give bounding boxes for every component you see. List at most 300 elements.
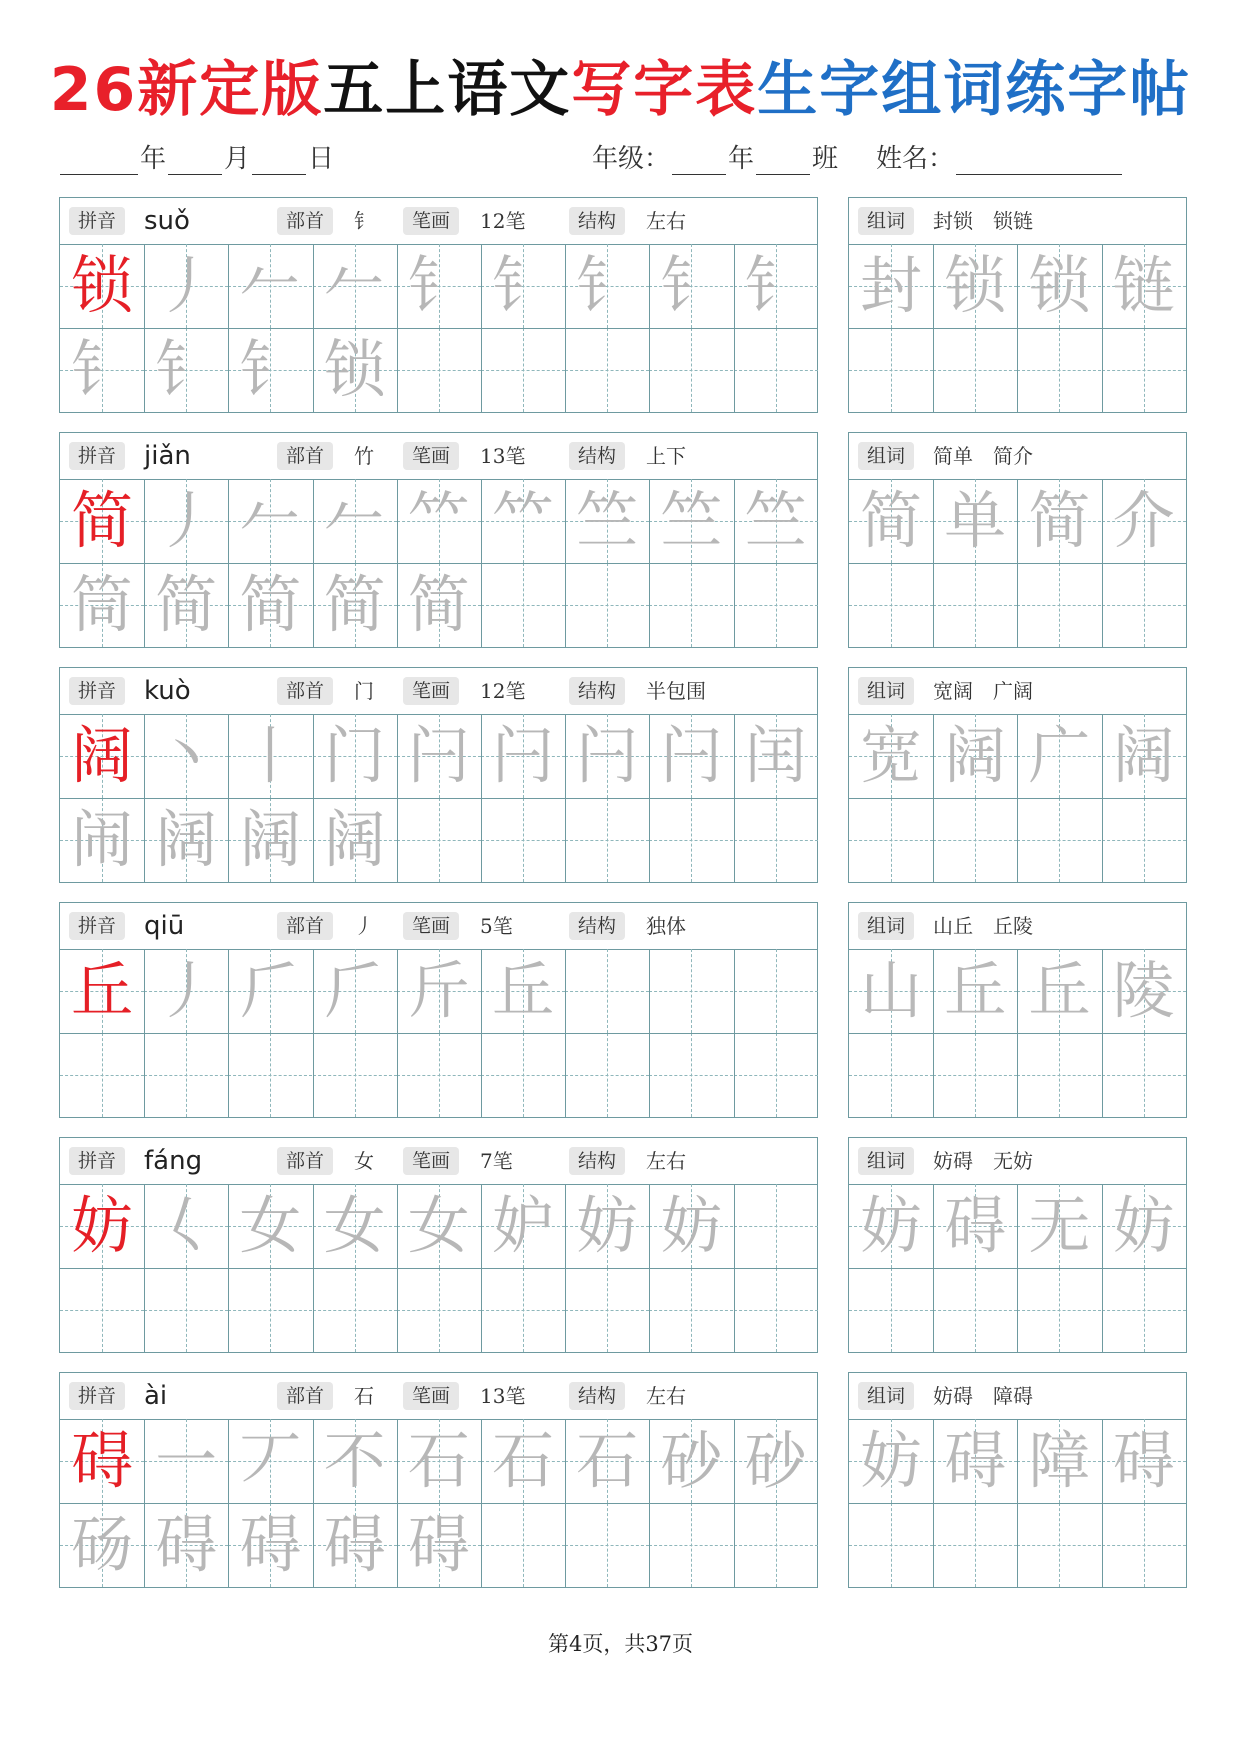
- words-tag: 组词: [858, 207, 914, 235]
- word-cell[interactable]: [1017, 479, 1101, 563]
- stroke-trace-character: 女: [239, 1189, 302, 1262]
- word-cell[interactable]: [849, 1033, 933, 1117]
- word-cell[interactable]: [1017, 1184, 1101, 1268]
- writing-cell[interactable]: [649, 1268, 733, 1352]
- writing-cell[interactable]: [60, 1268, 144, 1352]
- word-cell[interactable]: [1017, 714, 1101, 798]
- word-cell[interactable]: [1017, 798, 1101, 882]
- word-cell[interactable]: [849, 1184, 933, 1268]
- stroke-trace-character: 𥫗: [407, 484, 470, 557]
- words-card-header: [849, 903, 1186, 950]
- writing-cell[interactable]: [397, 1503, 481, 1587]
- writing-cell[interactable]: [60, 1033, 144, 1117]
- name-label: 姓名：: [876, 144, 955, 174]
- words-grid: [849, 479, 1186, 647]
- char-card-header: [60, 668, 817, 715]
- writing-cell[interactable]: [144, 949, 228, 1033]
- writing-cell[interactable]: [228, 1419, 312, 1503]
- writing-cell[interactable]: [565, 1184, 649, 1268]
- writing-cell[interactable]: [313, 1033, 397, 1117]
- writing-cell[interactable]: [313, 798, 397, 882]
- writing-cell[interactable]: [649, 798, 733, 882]
- words-card-header: [849, 1138, 1186, 1185]
- word-cell[interactable]: [1017, 1419, 1101, 1503]
- stroke-trace-character: 丶: [155, 719, 218, 792]
- stroke-trace-character: 丘: [491, 954, 554, 1027]
- writing-cell[interactable]: [60, 563, 144, 647]
- stroke-trace-character: 阔: [155, 803, 218, 876]
- word-cell[interactable]: [1017, 1268, 1101, 1352]
- writing-cell[interactable]: [565, 244, 649, 328]
- grid-row-line: [849, 328, 1186, 329]
- writing-grid: [60, 1184, 817, 1352]
- char-card-header: [60, 1138, 817, 1185]
- writing-cell[interactable]: [144, 1268, 228, 1352]
- writing-grid: [60, 949, 817, 1117]
- strokes-tag: 笔画: [403, 1382, 459, 1410]
- writing-cell[interactable]: [60, 1184, 144, 1268]
- words-tag: 组词: [858, 1382, 914, 1410]
- word-cell[interactable]: [1102, 949, 1186, 1033]
- word-cell[interactable]: [849, 1268, 933, 1352]
- char-card-header: [60, 903, 817, 950]
- word-cell[interactable]: [1102, 1268, 1186, 1352]
- writing-cell[interactable]: [60, 714, 144, 798]
- writing-cell[interactable]: [144, 1033, 228, 1117]
- word-cell[interactable]: [1017, 244, 1101, 328]
- writing-cell[interactable]: [481, 563, 565, 647]
- structure-value: 左右: [646, 209, 686, 233]
- stroke-trace-character: 简: [323, 568, 386, 641]
- pinyin-tag: 拼音: [69, 677, 125, 705]
- stroke-trace-character: 不: [323, 1424, 386, 1497]
- writing-cell[interactable]: [228, 1503, 312, 1587]
- strokes-tag: 笔画: [403, 912, 459, 940]
- year-blank[interactable]: [60, 144, 138, 175]
- stroke-trace-character: 石: [407, 1424, 470, 1497]
- word-character: 山: [859, 954, 922, 1027]
- writing-cell[interactable]: [481, 244, 565, 328]
- stroke-trace-character: 简: [155, 568, 218, 641]
- word-character: 碍: [944, 1424, 1007, 1497]
- stroke-trace-character: 钅: [744, 249, 807, 322]
- writing-cell[interactable]: [228, 563, 312, 647]
- word-cell[interactable]: [933, 1419, 1017, 1503]
- structure-tag: 结构: [569, 1382, 625, 1410]
- word-character: 简: [859, 484, 922, 557]
- writing-cell[interactable]: [734, 479, 818, 563]
- writing-cell[interactable]: [481, 798, 565, 882]
- name-blank[interactable]: [956, 144, 1122, 175]
- stroke-trace-character: 钅: [576, 249, 639, 322]
- structure-tag: 结构: [569, 442, 625, 470]
- stroke-trace-character: 钅: [660, 249, 723, 322]
- words-card: [848, 197, 1187, 413]
- char-card: [59, 667, 818, 883]
- word-cell[interactable]: [849, 563, 933, 647]
- writing-cell[interactable]: [144, 1419, 228, 1503]
- word-cell[interactable]: [933, 714, 1017, 798]
- writing-cell[interactable]: [481, 1419, 565, 1503]
- writing-cell[interactable]: [734, 328, 818, 412]
- words-tag: 组词: [858, 1147, 914, 1175]
- stroke-trace-character: 竺: [660, 484, 723, 557]
- char-card-header: [60, 198, 817, 245]
- writing-cell[interactable]: [565, 1503, 649, 1587]
- writing-cell[interactable]: [228, 949, 312, 1033]
- word-cell[interactable]: [1102, 563, 1186, 647]
- writing-cell[interactable]: [397, 479, 481, 563]
- char-card-header: [60, 433, 817, 480]
- class-blank[interactable]: [756, 144, 810, 175]
- writing-cell[interactable]: [228, 714, 312, 798]
- stroke-trace-character: 竺: [744, 484, 807, 557]
- main-character: 碍: [70, 1424, 133, 1497]
- word-cell[interactable]: [1102, 1419, 1186, 1503]
- words-value: 山丘 丘陵: [933, 914, 1033, 938]
- word-cell[interactable]: [1102, 479, 1186, 563]
- writing-cell[interactable]: [481, 479, 565, 563]
- page-title: [0, 50, 1241, 130]
- word-cell[interactable]: [849, 1419, 933, 1503]
- words-card: [848, 1137, 1187, 1353]
- writing-cell[interactable]: [144, 714, 228, 798]
- word-cell[interactable]: [849, 479, 933, 563]
- writing-cell[interactable]: [734, 714, 818, 798]
- writing-cell[interactable]: [565, 1033, 649, 1117]
- structure-value: 上下: [646, 444, 686, 468]
- stroke-trace-character: 钅: [239, 333, 302, 406]
- stroke-trace-character: 𠂉: [239, 484, 302, 557]
- writing-cell[interactable]: [313, 328, 397, 412]
- words-value: 妨碍 障碍: [933, 1384, 1033, 1408]
- writing-grid: [60, 479, 817, 647]
- word-cell[interactable]: [1102, 1503, 1186, 1587]
- pinyin-tag: 拼音: [69, 1147, 125, 1175]
- writing-cell[interactable]: [60, 1419, 144, 1503]
- writing-cell[interactable]: [649, 563, 733, 647]
- char-card: [59, 1137, 818, 1353]
- structure-value: 左右: [646, 1149, 686, 1173]
- writing-cell[interactable]: [313, 244, 397, 328]
- stroke-trace-character: 简: [407, 568, 470, 641]
- info-line: [60, 138, 1182, 178]
- writing-cell[interactable]: [397, 563, 481, 647]
- writing-cell[interactable]: [397, 244, 481, 328]
- word-cell[interactable]: [1102, 714, 1186, 798]
- writing-cell[interactable]: [228, 479, 312, 563]
- word-cell[interactable]: [933, 949, 1017, 1033]
- day-blank[interactable]: [252, 144, 306, 175]
- stroke-trace-character: 石: [491, 1424, 554, 1497]
- month-blank[interactable]: [168, 144, 222, 175]
- stroke-trace-character: 妒: [491, 1189, 554, 1262]
- writing-cell[interactable]: [397, 1268, 481, 1352]
- writing-cell[interactable]: [565, 1268, 649, 1352]
- word-character: 广: [1028, 719, 1091, 792]
- writing-grid: [60, 244, 817, 412]
- words-value: 妨碍 无妨: [933, 1149, 1033, 1173]
- title-part-3: 写字表: [571, 55, 758, 125]
- writing-cell[interactable]: [60, 949, 144, 1033]
- writing-cell[interactable]: [481, 1033, 565, 1117]
- words-card: [848, 1372, 1187, 1588]
- word-cell[interactable]: [933, 563, 1017, 647]
- writing-cell[interactable]: [481, 328, 565, 412]
- stroke-trace-character: 丆: [239, 1424, 302, 1497]
- title-part-4: 生字组词练字帖: [757, 55, 1192, 125]
- strokes-value: 12笔: [480, 679, 526, 703]
- char-card: [59, 432, 818, 648]
- stroke-trace-character: 𥫗: [491, 484, 554, 557]
- writing-cell[interactable]: [144, 1503, 228, 1587]
- word-cell[interactable]: [1102, 244, 1186, 328]
- writing-grid: [60, 714, 817, 882]
- writing-cell[interactable]: [228, 1184, 312, 1268]
- char-card: [59, 1372, 818, 1588]
- words-value: 宽阔 广阔: [933, 679, 1033, 703]
- word-cell[interactable]: [849, 1503, 933, 1587]
- stroke-trace-character: 𠂉: [323, 484, 386, 557]
- word-character: 碍: [944, 1189, 1007, 1262]
- writing-cell[interactable]: [228, 798, 312, 882]
- pinyin-value: qiū: [144, 911, 185, 941]
- word-cell[interactable]: [849, 714, 933, 798]
- words-card-header: [849, 433, 1186, 480]
- stroke-trace-character: 碍: [239, 1508, 302, 1581]
- stroke-trace-character: 碍: [155, 1508, 218, 1581]
- word-cell[interactable]: [1017, 949, 1101, 1033]
- writing-cell[interactable]: [649, 328, 733, 412]
- writing-cell[interactable]: [481, 714, 565, 798]
- writing-cell[interactable]: [313, 563, 397, 647]
- stroke-trace-character: 石: [576, 1424, 639, 1497]
- writing-grid: [60, 1419, 817, 1587]
- word-cell[interactable]: [933, 1503, 1017, 1587]
- writing-cell[interactable]: [228, 244, 312, 328]
- stroke-trace-character: 𡿨: [155, 1189, 218, 1262]
- word-character: 封: [859, 249, 922, 322]
- writing-cell[interactable]: [397, 328, 481, 412]
- structure-tag: 结构: [569, 912, 625, 940]
- writing-cell[interactable]: [649, 949, 733, 1033]
- writing-cell[interactable]: [734, 1419, 818, 1503]
- words-tag: 组词: [858, 912, 914, 940]
- month-label: 月: [224, 144, 251, 174]
- radical-value: 丿: [354, 914, 374, 938]
- word-cell[interactable]: [849, 798, 933, 882]
- word-cell[interactable]: [1017, 1033, 1101, 1117]
- writing-cell[interactable]: [397, 949, 481, 1033]
- word-character: 妨: [1112, 1189, 1175, 1262]
- stroke-trace-character: 钅: [70, 333, 133, 406]
- writing-cell[interactable]: [144, 1184, 228, 1268]
- structure-value: 半包围: [646, 679, 706, 703]
- stroke-trace-character: 女: [407, 1189, 470, 1262]
- pinyin-value: ài: [144, 1381, 168, 1411]
- writing-cell[interactable]: [565, 714, 649, 798]
- word-cell[interactable]: [1102, 328, 1186, 412]
- writing-cell[interactable]: [734, 949, 818, 1033]
- stroke-trace-character: 丿: [155, 249, 218, 322]
- writing-cell[interactable]: [565, 328, 649, 412]
- writing-cell[interactable]: [60, 1503, 144, 1587]
- stroke-trace-character: 𠂆: [323, 954, 386, 1027]
- main-character: 阔: [70, 719, 133, 792]
- strokes-tag: 笔画: [403, 677, 459, 705]
- word-cell[interactable]: [933, 328, 1017, 412]
- word-cell[interactable]: [1017, 328, 1101, 412]
- stroke-trace-character: 闩: [576, 719, 639, 792]
- stroke-trace-character: 丿: [155, 484, 218, 557]
- date-fields: [60, 138, 336, 175]
- stroke-trace-character: 碍: [407, 1508, 470, 1581]
- grid-row-line: [60, 1033, 817, 1034]
- writing-cell[interactable]: [649, 714, 733, 798]
- writing-cell[interactable]: [397, 1419, 481, 1503]
- writing-cell[interactable]: [734, 1268, 818, 1352]
- writing-cell[interactable]: [649, 1184, 733, 1268]
- word-cell[interactable]: [1017, 1503, 1101, 1587]
- char-card: [59, 197, 818, 413]
- writing-cell[interactable]: [397, 1184, 481, 1268]
- stroke-trace-character: 竺: [576, 484, 639, 557]
- words-card-header: [849, 198, 1186, 245]
- writing-cell[interactable]: [144, 479, 228, 563]
- word-character: 丘: [944, 954, 1007, 1027]
- words-card: [848, 902, 1187, 1118]
- writing-cell[interactable]: [734, 1033, 818, 1117]
- writing-cell[interactable]: [60, 244, 144, 328]
- stroke-trace-character: 斤: [407, 954, 470, 1027]
- word-character: 障: [1028, 1424, 1091, 1497]
- pinyin-value: jiǎn: [144, 441, 191, 471]
- word-cell[interactable]: [1017, 563, 1101, 647]
- radical-value: 石: [354, 1384, 374, 1408]
- word-cell[interactable]: [1102, 798, 1186, 882]
- writing-cell[interactable]: [313, 479, 397, 563]
- writing-cell[interactable]: [228, 328, 312, 412]
- writing-cell[interactable]: [649, 1419, 733, 1503]
- words-value: 封锁 锁链: [933, 209, 1033, 233]
- word-character: 无: [1028, 1189, 1091, 1262]
- radical-value: 竹: [354, 444, 374, 468]
- writing-cell[interactable]: [313, 1419, 397, 1503]
- stroke-trace-character: 砂: [744, 1424, 807, 1497]
- word-cell[interactable]: [933, 1184, 1017, 1268]
- writing-cell[interactable]: [734, 244, 818, 328]
- writing-cell[interactable]: [60, 798, 144, 882]
- word-character: 丘: [1028, 954, 1091, 1027]
- word-cell[interactable]: [933, 798, 1017, 882]
- writing-cell[interactable]: [228, 1033, 312, 1117]
- main-character: 锁: [70, 249, 133, 322]
- word-cell[interactable]: [933, 1033, 1017, 1117]
- word-character: 阔: [944, 719, 1007, 792]
- writing-cell[interactable]: [313, 714, 397, 798]
- radical-tag: 部首: [277, 1147, 333, 1175]
- strokes-value: 5笔: [480, 914, 513, 938]
- title-part-2: 五上语文: [323, 55, 572, 125]
- word-cell[interactable]: [933, 479, 1017, 563]
- words-grid: [849, 1184, 1186, 1352]
- writing-cell[interactable]: [313, 949, 397, 1033]
- writing-cell[interactable]: [144, 328, 228, 412]
- stroke-trace-character: 闩: [407, 719, 470, 792]
- writing-cell[interactable]: [649, 479, 733, 563]
- writing-cell[interactable]: [313, 1503, 397, 1587]
- stroke-trace-character: 门: [323, 719, 386, 792]
- char-card: [59, 902, 818, 1118]
- stroke-trace-character: 碍: [323, 1508, 386, 1581]
- writing-cell[interactable]: [60, 479, 144, 563]
- pinyin-tag: 拼音: [69, 442, 125, 470]
- word-cell[interactable]: [849, 328, 933, 412]
- word-cell[interactable]: [1102, 1184, 1186, 1268]
- grade-blank[interactable]: [672, 144, 726, 175]
- writing-cell[interactable]: [565, 798, 649, 882]
- radical-tag: 部首: [277, 1382, 333, 1410]
- writing-cell[interactable]: [734, 798, 818, 882]
- writing-cell[interactable]: [734, 563, 818, 647]
- words-grid: [849, 244, 1186, 412]
- day-label: 日: [308, 144, 335, 174]
- word-cell[interactable]: [849, 244, 933, 328]
- writing-cell[interactable]: [397, 798, 481, 882]
- writing-cell[interactable]: [481, 1184, 565, 1268]
- grid-row-line: [60, 1268, 817, 1269]
- writing-cell[interactable]: [481, 1268, 565, 1352]
- word-cell[interactable]: [1102, 1033, 1186, 1117]
- pinyin-value: fáng: [144, 1146, 203, 1176]
- word-cell[interactable]: [849, 949, 933, 1033]
- writing-cell[interactable]: [397, 1033, 481, 1117]
- writing-cell[interactable]: [649, 1503, 733, 1587]
- writing-cell[interactable]: [313, 1268, 397, 1352]
- writing-cell[interactable]: [313, 1184, 397, 1268]
- writing-cell[interactable]: [565, 1419, 649, 1503]
- word-cell[interactable]: [933, 1268, 1017, 1352]
- writing-cell[interactable]: [481, 1503, 565, 1587]
- writing-cell[interactable]: [144, 244, 228, 328]
- stroke-trace-character: 钅: [491, 249, 554, 322]
- writing-cell[interactable]: [565, 563, 649, 647]
- writing-cell[interactable]: [397, 714, 481, 798]
- pinyin-tag: 拼音: [69, 1382, 125, 1410]
- structure-tag: 结构: [569, 1147, 625, 1175]
- writing-cell[interactable]: [565, 949, 649, 1033]
- stroke-trace-character: 锁: [323, 333, 386, 406]
- grade-year-label: 年: [728, 144, 755, 174]
- writing-cell[interactable]: [144, 563, 228, 647]
- word-cell[interactable]: [933, 244, 1017, 328]
- writing-cell[interactable]: [734, 1503, 818, 1587]
- grid-row-line: [849, 798, 1186, 799]
- writing-cell[interactable]: [649, 244, 733, 328]
- writing-cell[interactable]: [565, 479, 649, 563]
- writing-cell[interactable]: [144, 798, 228, 882]
- word-character: 简: [1028, 484, 1091, 557]
- strokes-value: 13笔: [480, 444, 526, 468]
- words-value: 简单 简介: [933, 444, 1033, 468]
- words-grid: [849, 1419, 1186, 1587]
- strokes-tag: 笔画: [403, 207, 459, 235]
- writing-cell[interactable]: [649, 1033, 733, 1117]
- writing-cell[interactable]: [734, 1184, 818, 1268]
- writing-cell[interactable]: [60, 328, 144, 412]
- writing-cell[interactable]: [481, 949, 565, 1033]
- writing-cell[interactable]: [228, 1268, 312, 1352]
